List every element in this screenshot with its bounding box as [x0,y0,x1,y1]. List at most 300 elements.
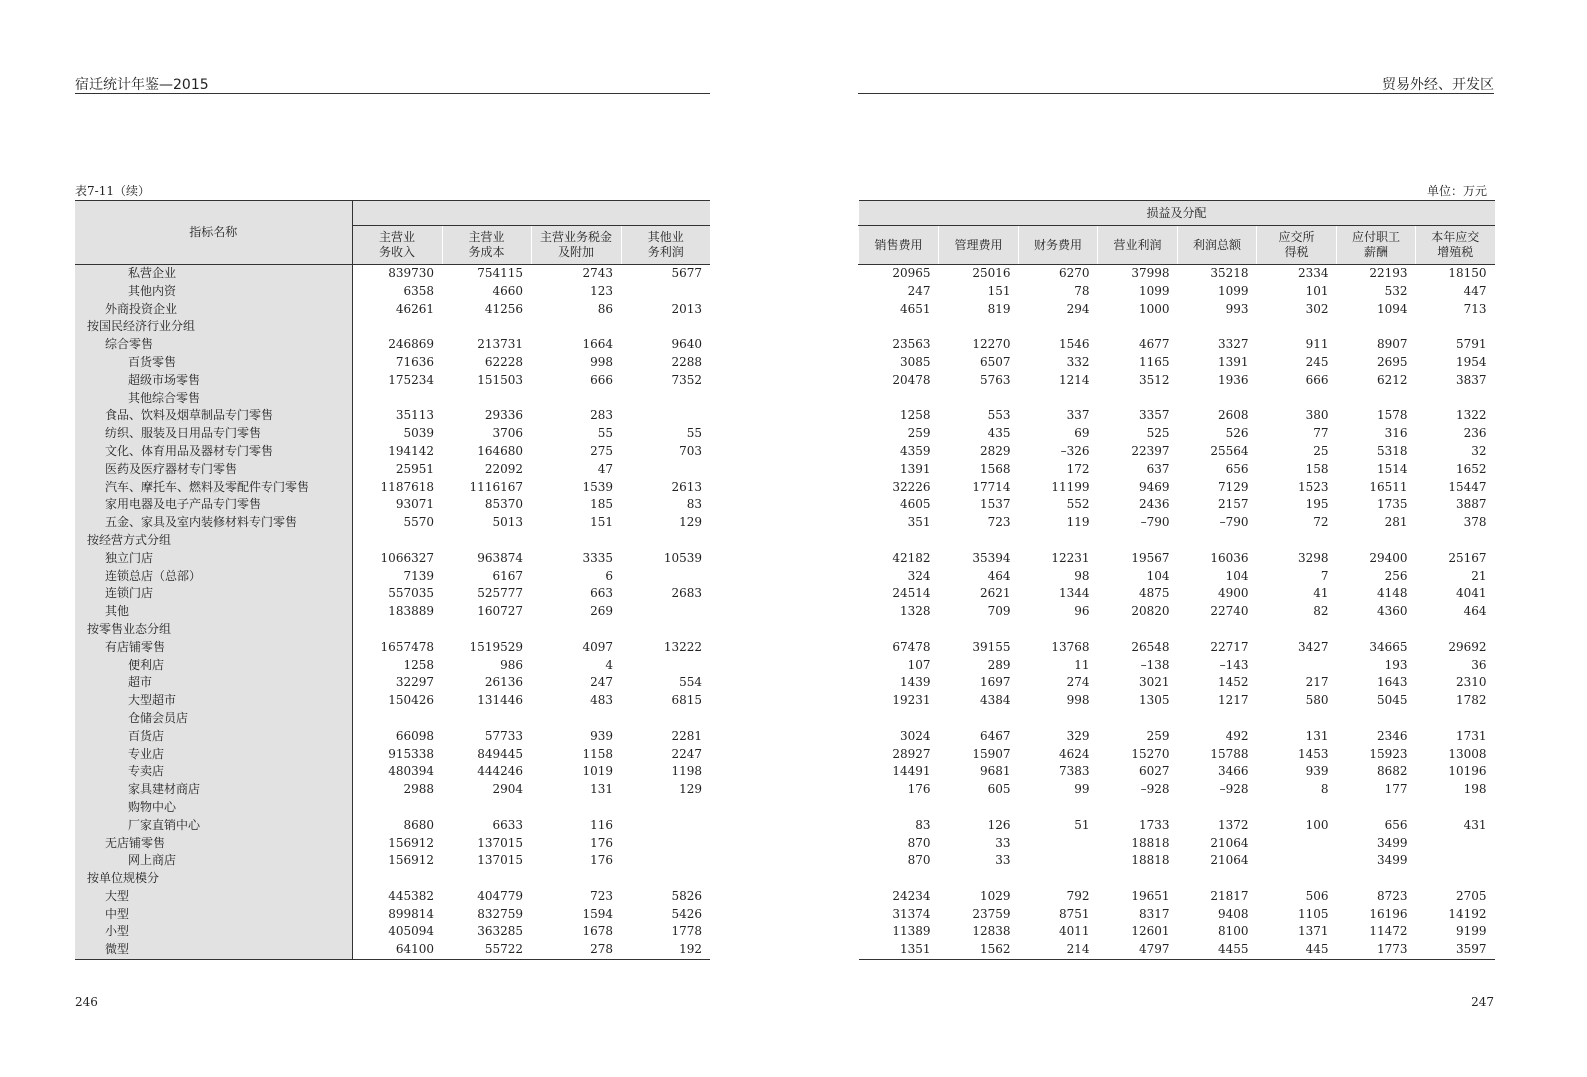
right-data-table [858,200,1495,960]
table-cell: 6027 [1138,764,1170,779]
table-cell: 480394 [388,764,434,779]
table-cell: 445 [1305,942,1329,957]
column-header: 主营业 务收入 [352,226,442,265]
table-cell: 1733 [1138,817,1170,832]
table-cell: 32226 [892,479,931,494]
table-cell: 274 [1066,675,1090,690]
table-cell: 899814 [388,906,434,921]
indicator-name: 便利店 [75,657,352,675]
table-cell: 278 [590,942,613,957]
table-cell: 1664 [582,337,613,352]
table-cell [352,318,442,336]
table-row [75,692,710,710]
indicator-name: 纺织、服装及日用品专门零售 [75,425,352,443]
table-cell [621,568,710,586]
right-page-number: 247 [1471,995,1494,1009]
table-cell: 22092 [484,461,523,476]
table-cell: 3021 [1138,675,1170,690]
table-cell: 10539 [663,550,702,565]
table-row [859,817,1495,835]
table-cell [442,799,531,817]
table-cell: –928 [1140,782,1170,797]
indicator-name: 家具建材商店 [75,781,352,799]
table-cell: 62228 [484,354,523,369]
table-cell: 25564 [1210,443,1249,458]
table-cell: 4011 [1058,924,1090,939]
table-cell: 12231 [1051,550,1090,565]
left-page-number: 246 [75,995,98,1009]
table-cell [1416,318,1495,336]
column-header: 主营业务税金 及附加 [531,226,621,265]
table-cell: 57733 [484,728,523,743]
table-cell [1019,621,1098,639]
table-cell: 195 [1305,497,1329,512]
table-cell: 214 [1066,942,1090,957]
table-cell: 151 [590,515,613,530]
table-cell: 15788 [1210,746,1249,761]
table-cell: 11199 [1051,479,1090,494]
table-cell [531,710,621,728]
table-cell: 23759 [972,906,1011,921]
table-row [75,585,710,603]
table-cell: 4359 [899,443,931,458]
table-cell: 464 [987,568,1011,583]
indicator-name: 其他 [75,603,352,621]
table-cell [859,621,939,639]
table-cell: 1158 [582,746,613,761]
table-cell: 176 [590,835,613,850]
indicator-name: 中型 [75,906,352,924]
table-cell [531,870,621,888]
table-cell: 1652 [1455,461,1487,476]
table-cell [1178,318,1257,336]
table-cell: 5039 [403,426,434,441]
table-cell: 4660 [492,283,523,298]
table-cell: 1453 [1297,746,1329,761]
table-row [75,817,710,835]
table-cell: 17714 [972,479,1011,494]
table-row [859,728,1495,746]
table-cell: 7383 [1058,764,1090,779]
table-row [75,461,710,479]
table-cell: 83 [915,817,931,832]
table-row [859,318,1495,336]
table-row [859,514,1495,532]
table-cell [1098,318,1178,336]
indicator-name: 大型 [75,888,352,906]
table-cell: 86 [597,301,613,316]
indicator-name: 文化、体育用品及器材专门零售 [75,443,352,461]
table-cell: 1778 [671,924,702,939]
table-cell: 8317 [1138,906,1170,921]
table-cell: 663 [590,586,613,601]
table-cell: 380 [1305,408,1329,423]
table-cell: 1568 [979,461,1011,476]
column-header: 主营业 务成本 [442,226,531,265]
table-cell [1337,799,1416,817]
table-cell: 1391 [1217,354,1249,369]
table-cell: 1105 [1297,906,1329,921]
table-cell: 269 [590,604,613,619]
table-row [859,336,1495,354]
table-cell [1178,870,1257,888]
table-cell: 5826 [671,888,702,903]
table-cell: 8100 [1217,924,1249,939]
table-cell [1257,390,1337,408]
table-row [75,923,710,941]
table-cell: 580 [1305,693,1329,708]
table-cell: 85370 [484,497,523,512]
table-cell: 1782 [1455,693,1487,708]
table-cell: 4624 [1058,746,1090,761]
table-cell: 1562 [979,942,1011,957]
column-header: 营业利润 [1098,226,1178,265]
table-row [859,888,1495,906]
table-cell [621,283,710,301]
table-cell: 6467 [979,728,1011,743]
table-cell: 939 [1305,764,1329,779]
table-row [75,283,710,301]
table-cell: 236 [1463,426,1487,441]
table-row [75,799,710,817]
table-row [75,336,710,354]
table-row [75,425,710,443]
table-cell: 1217 [1217,693,1249,708]
table-row [75,354,710,372]
table-cell: 3837 [1455,372,1487,387]
table-cell: 1391 [899,461,931,476]
left-running-title: 宿迁统计年鉴—2015 [75,77,209,93]
table-cell: 25951 [395,461,434,476]
table-cell [1257,657,1337,675]
table-cell: 666 [590,372,613,387]
table-cell: 9408 [1217,906,1249,921]
table-cell [352,621,442,639]
table-row [75,870,710,888]
table-cell [859,390,939,408]
table-cell: 28927 [892,746,931,761]
table-cell [1098,621,1178,639]
table-cell: 998 [590,354,613,369]
table-cell: 4041 [1455,586,1487,601]
indicator-name: 独立门店 [75,550,352,568]
indicator-name: 医药及医疗器材专门零售 [75,461,352,479]
table-cell: 11 [1074,657,1090,672]
indicator-name: 其他综合零售 [75,390,352,408]
table-row [75,318,710,336]
table-cell: 754115 [477,266,523,280]
table-cell: 151 [987,283,1011,298]
table-cell: 21064 [1210,835,1249,850]
table-cell: 316 [1384,426,1408,441]
table-cell: 25 [1313,443,1329,458]
table-cell: 72 [1313,515,1329,530]
table-cell [859,710,939,728]
table-cell [1337,532,1416,550]
table-cell: 656 [1384,817,1408,832]
table-cell: 709 [987,604,1011,619]
left-data-table [75,200,710,960]
table-cell [1257,870,1337,888]
table-row [75,674,710,692]
table-cell: 3357 [1138,408,1170,423]
table-cell: 9640 [671,337,702,352]
table-cell: 1198 [671,764,702,779]
table-cell: 363285 [477,924,523,939]
table-row [75,888,710,906]
table-cell: 1657478 [380,639,434,654]
table-cell: 1351 [899,942,931,957]
table-cell: 8751 [1058,906,1090,921]
table-cell: 35394 [972,550,1011,565]
table-cell: 26136 [484,675,523,690]
table-cell: 3085 [899,354,931,369]
table-cell [1178,710,1257,728]
table-cell: 435 [987,426,1011,441]
table-cell: 6507 [979,354,1011,369]
table-cell: 2988 [403,782,434,797]
table-cell: 9469 [1138,479,1170,494]
table-cell: 3597 [1455,942,1487,957]
table-cell [1337,621,1416,639]
column-header: 财务费用 [1019,226,1098,265]
table-cell [442,710,531,728]
table-cell: 66098 [395,728,434,743]
table-cell: 605 [987,782,1011,797]
table-cell: 294 [1066,301,1090,316]
table-cell: 164680 [477,443,523,458]
table-cell: 483 [590,693,613,708]
table-cell: 713 [1463,301,1487,316]
table-cell: 792 [1066,888,1090,903]
table-cell: –143 [1219,657,1249,672]
table-cell: 25167 [1448,550,1487,565]
table-cell: 15923 [1369,746,1408,761]
indicator-name: 私营企业 [75,265,352,283]
table-cell: 29336 [484,408,523,423]
indicator-name: 购物中心 [75,799,352,817]
table-cell: 275 [590,443,613,458]
table-cell [859,870,939,888]
indicator-name: 百货店 [75,728,352,746]
table-cell: 18150 [1448,266,1487,280]
table-cell: 1258 [899,408,931,423]
table-cell: 849445 [477,746,523,761]
table-cell: 1214 [1058,372,1090,387]
table-cell: 431 [1463,817,1487,832]
table-cell: 256 [1384,568,1408,583]
table-cell: 532 [1384,283,1408,298]
table-cell: 29400 [1369,550,1408,565]
table-cell: 4455 [1217,942,1249,957]
table-row [859,479,1495,497]
table-cell: 14192 [1448,906,1487,921]
table-cell [1019,532,1098,550]
table-cell: 289 [987,657,1011,672]
table-row [75,372,710,390]
table-cell: 14491 [892,764,931,779]
table-cell: 1523 [1297,479,1329,494]
table-cell: 12270 [972,337,1011,352]
table-cell: 637 [1146,461,1170,476]
indicator-name: 大型超市 [75,692,352,710]
table-cell: 150426 [388,693,434,708]
table-cell [621,817,710,835]
table-row [75,407,710,425]
table-cell: 25016 [972,266,1011,280]
table-cell: 506 [1305,888,1329,903]
table-cell: 1305 [1138,693,1170,708]
table-cell: 2013 [671,301,702,316]
table-cell: 11472 [1369,924,1408,939]
table-cell: 1258 [403,657,434,672]
table-cell: 2436 [1138,497,1170,512]
table-cell: 6270 [1058,266,1090,280]
table-cell: 1697 [979,675,1011,690]
table-cell [352,799,442,817]
table-cell: 37998 [1131,266,1170,280]
table-cell: 1735 [1376,497,1408,512]
table-cell [1178,621,1257,639]
table-row [859,496,1495,514]
table-row [859,390,1495,408]
table-cell [939,390,1019,408]
table-cell [1257,710,1337,728]
indicator-name: 其他内资 [75,283,352,301]
table-cell: 6 [605,568,613,583]
table-cell [1098,390,1178,408]
table-cell: 129 [679,515,702,530]
table-row [859,923,1495,941]
table-row [75,906,710,924]
table-cell [1019,318,1098,336]
table-cell: 1099 [1217,283,1249,298]
table-row [75,852,710,870]
table-cell: 3327 [1217,337,1249,352]
table-cell [1416,621,1495,639]
indicator-name: 专业店 [75,746,352,764]
table-row [75,639,710,657]
table-cell [1178,390,1257,408]
indicator-name-header: 指标名称 [75,201,352,265]
table-cell: 194142 [388,443,434,458]
table-cell [352,390,442,408]
table-cell: 378 [1463,515,1487,530]
table-row [75,835,710,853]
table-cell: 1643 [1376,675,1408,690]
table-cell: 5426 [671,906,702,921]
table-cell: 4097 [582,639,613,654]
table-row [859,265,1495,283]
table-row [75,443,710,461]
table-cell: 1066327 [380,550,434,565]
table-cell: 172 [1066,461,1090,476]
table-cell [1019,799,1098,817]
table-cell [1019,390,1098,408]
table-cell [531,799,621,817]
table-cell: 404779 [477,888,523,903]
indicator-name: 综合零售 [75,336,352,354]
table-cell [1416,799,1495,817]
table-cell: 20965 [892,266,931,280]
table-cell: 41 [1313,586,1329,601]
table-cell: 26548 [1131,639,1170,654]
table-cell: 351 [907,515,931,530]
table-cell: 98 [1074,568,1090,583]
table-row [859,692,1495,710]
table-cell: 3335 [582,550,613,565]
table-cell [1178,532,1257,550]
table-cell: 104 [1225,568,1249,583]
table-cell: 83 [686,497,702,512]
table-cell [1337,870,1416,888]
table-cell: 666 [1305,372,1329,387]
table-cell: 18818 [1131,835,1170,850]
table-cell [352,870,442,888]
table-row [859,372,1495,390]
table-cell: 64100 [395,942,434,957]
table-cell: 1372 [1217,817,1249,832]
table-cell: 1954 [1455,354,1487,369]
table-cell: 1099 [1138,283,1170,298]
table-cell: 1678 [582,924,613,939]
indicator-name: 按国民经济行业分组 [75,318,352,336]
table-row [75,265,710,283]
table-cell: 6167 [492,568,523,583]
table-cell: 175234 [388,372,434,387]
table-cell [1098,532,1178,550]
table-cell: 464 [1463,604,1487,619]
table-cell: 19231 [892,693,931,708]
table-cell [621,318,710,336]
table-cell: 131446 [477,693,523,708]
table-cell: 9681 [979,764,1011,779]
table-cell: 3512 [1138,372,1170,387]
table-cell: 2288 [671,354,702,369]
right-header-rule [858,93,1494,94]
table-cell: 10196 [1448,764,1487,779]
table-row [859,532,1495,550]
table-cell: 332 [1066,354,1090,369]
table-cell: 2334 [1297,266,1329,280]
table-cell: 5763 [979,372,1011,387]
profit-distribution-header: 损益及分配 [859,201,1495,226]
table-cell: 4900 [1217,586,1249,601]
table-cell: 4148 [1376,586,1408,601]
table-cell: 993 [1225,301,1249,316]
table-cell: 2247 [671,746,702,761]
indicator-name: 按零售业态分组 [75,621,352,639]
table-cell: 104 [1146,568,1170,583]
table-cell: 51 [1074,817,1090,832]
table-cell [531,532,621,550]
table-cell: 259 [907,426,931,441]
table-cell: 16511 [1369,479,1408,494]
table-cell: 1519529 [469,639,523,654]
table-cell: 13008 [1448,746,1487,761]
table-cell: 119 [1066,515,1090,530]
table-cell: 557035 [388,586,434,601]
table-cell: 7139 [403,568,434,583]
indicator-name: 按经营方式分组 [75,532,352,550]
indicator-name: 按单位规模分 [75,870,352,888]
table-cell: 22740 [1210,604,1249,619]
table-cell: 405094 [388,924,434,939]
table-cell: 4384 [979,693,1011,708]
table-row [859,835,1495,853]
indicator-name: 食品、饮料及烟草制品专门零售 [75,407,352,425]
table-cell: 35218 [1210,266,1249,280]
